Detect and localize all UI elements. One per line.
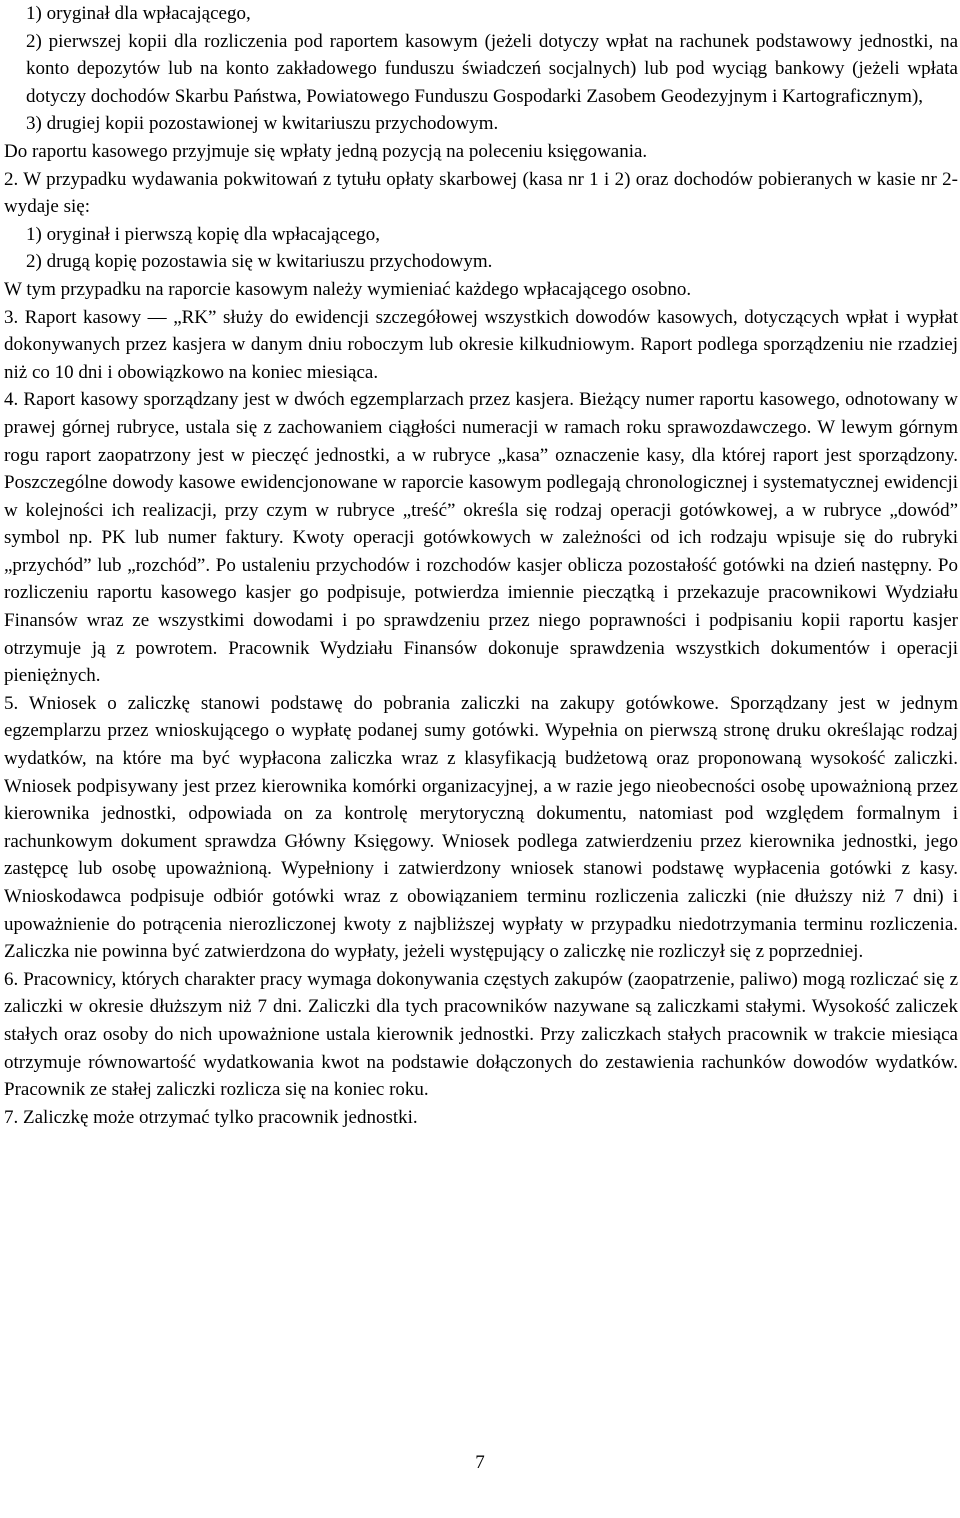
paragraph-5: 5. Wniosek o zaliczkę stanowi podstawę do pobrania zaliczki na zakupy gotówkowe. Sporządzany jest w jednym egzemplarzu przez wnioskującego o wypłatę podanej sumy gotówki. Wypełnia on pierwszą stronę druku określając rodzaj wydatków, na które ma być wypłacona zaliczka wraz z klasyfikacją budżetową oraz proponowaną wysokość zaliczki. Wniosek podpisywany jest przez kierownika komórki organizacyjnej, a w razie jego nieobecności osobę upoważnioną przez kierownika jednostki, odpowiada on za kontrolę merytoryczną dokumentu, natomiast pod względem formalnym i rachunkowym dokument sprawdza Główny Księgowy. Wniosek podlega zatwierdzeniu przez kierownika jednostki, jego zastępcę lub osobę upoważnioną. Wypełniony i zatwierdzony wniosek stanowi podstawę wypłacenia gotówki z kasy. Wnioskodawca podpisuje odbiór gotówki wraz z obowiązaniem terminu rozliczenia zaliczki (nie dłuższy niż 7 dni) i upoważnienie do potrącenia nierozliczonej kwoty z najbliższej wypłaty w przypadku niedotrzymania terminu rozliczenia. Zaliczka nie powinna być zatwierdzona do wypłaty, jeżeli występujący o zaliczkę nie rozliczył się z poprzedniej. bbox=[4, 692, 958, 963]
list1-item-1: 1) oryginał dla wpłacającego, bbox=[26, 3, 251, 24]
paragraph-6: 6. Pracownicy, których charakter pracy wymaga dokonywania częstych zakupów (zaopatrzenie, paliwo) mogą rozliczać się z zaliczki w okresie dłuższym niż 7 dni. Zaliczki dla tych pracowników nazywane są zaliczkami stałymi. Wysokość zaliczek stałych oraz osoby do nich upoważnione ustala kierownik jednostki. Przy zaliczkach stałych pracownik w trakcie miesiąca otrzymuje równowartość wydatkowania kwot na podstawie dołączonych do zestawienia rachunków dowodów wydatków. Pracownik ze stałej zaliczki rozlicza się na koniec roku. bbox=[4, 968, 958, 1101]
list2-item-2: 2) drugą kopię pozostawia się w kwitariuszu przychodowym. bbox=[26, 251, 493, 273]
list1-item-3: 3) drugiej kopii pozostawionej w kwitariuszu przychodowym. bbox=[26, 113, 499, 135]
note-each-payer: W tym przypadku na raporcie kasowym należy wymieniać każdego wpłacającego osobno. bbox=[4, 278, 692, 300]
list2-item-1: 1) oryginał i pierwszą kopię dla wpłacającego, bbox=[26, 223, 380, 245]
note-posting: Do raportu kasowego przyjmuje się wpłaty jedną pozycją na poleceniu księgowania. bbox=[4, 140, 648, 162]
paragraph-2: 2. W przypadku wydawania pokwitowań z tytułu opłaty skarbowej (kasa nr 1 i 2) oraz dochodów pobieranych w kasie nr 2- wydaje się: bbox=[4, 168, 958, 218]
document-page bbox=[4, 0, 958, 1131]
paragraph-7: 7. Zaliczkę może otrzymać tylko pracownik jednostki. bbox=[4, 1106, 418, 1128]
list1-item-2: 2) pierwszej kopii dla rozliczenia pod raportem kasowym (jeżeli dotyczy wpłat na rachunek podstawowy jednostki, na konto depozytów lub na konto zakładowego funduszu świadczeń socjalnych) lub pod wyciąg bankowy (jeżeli wpłata dotyczy dochodów Skarbu Państwa, Powiatowego Funduszu Gospodarki Zasobem Geodezyjnym i Kartograficznym), bbox=[26, 30, 958, 107]
paragraph-4: 4. Raport kasowy sporządzany jest w dwóch egzemplarzach przez kasjera. Bieżący numer raportu kasowego, odnotowany w prawej górnej rubryce, ustala się z zachowaniem ciągłości numeracji w ramach roku sprawozdawczego. W lewym górnym rogu raport zaopatrzony jest w pieczęć jednostki, a w rubryce „kasa” oznaczenie kasy, dla której raport jest sporządzony. Poszczególne dowody kasowe ewidencjonowane w raporcie kasowym podlegają chronologicznej i systematycznej ewidencji w kolejności ich realizacji, przy czym w rubryce „treść” określa się rodzaj operacji gotówkowej, a w rubryce „dowód” symbol np. PK lub numer faktury. Kwoty operacji gotówkowych w zależności od ich rodzaju wpisuje się do rubryki „przychód” lub „rozchód”. Po ustaleniu przychodów i rozchodów kasjer oblicza pozostałość gotówki na dzień następny. Po rozliczeniu raportu kasowego kasjer go podpisuje, potwierdza imiennie pieczątką i przekazuje pracownikowi Wydziału Finansów wraz ze wszystkimi dowodami i po sprawdzeniu przez niego poprawności i podpisaniu kopii raportu kasjer otrzymuje ją z powrotem. Pracownik Wydziału Finansów dokonuje sprawdzenia wszystkich dokumentów i operacji pieniężnych. bbox=[4, 389, 958, 687]
paragraph-3: 3. Raport kasowy — „RK” służy do ewidencji szczegółowej wszystkich dowodów kasowych, dotyczących wpłat i wypłat dokonywanych przez kasjera w danym dniu roboczym lub okresie kilkudniowym. Raport podlega sporządzeniu nie rzadziej niż co 10 dni i obowiązkowo na koniec miesiąca. bbox=[4, 306, 958, 383]
page-number: 7 bbox=[475, 1452, 485, 1473]
